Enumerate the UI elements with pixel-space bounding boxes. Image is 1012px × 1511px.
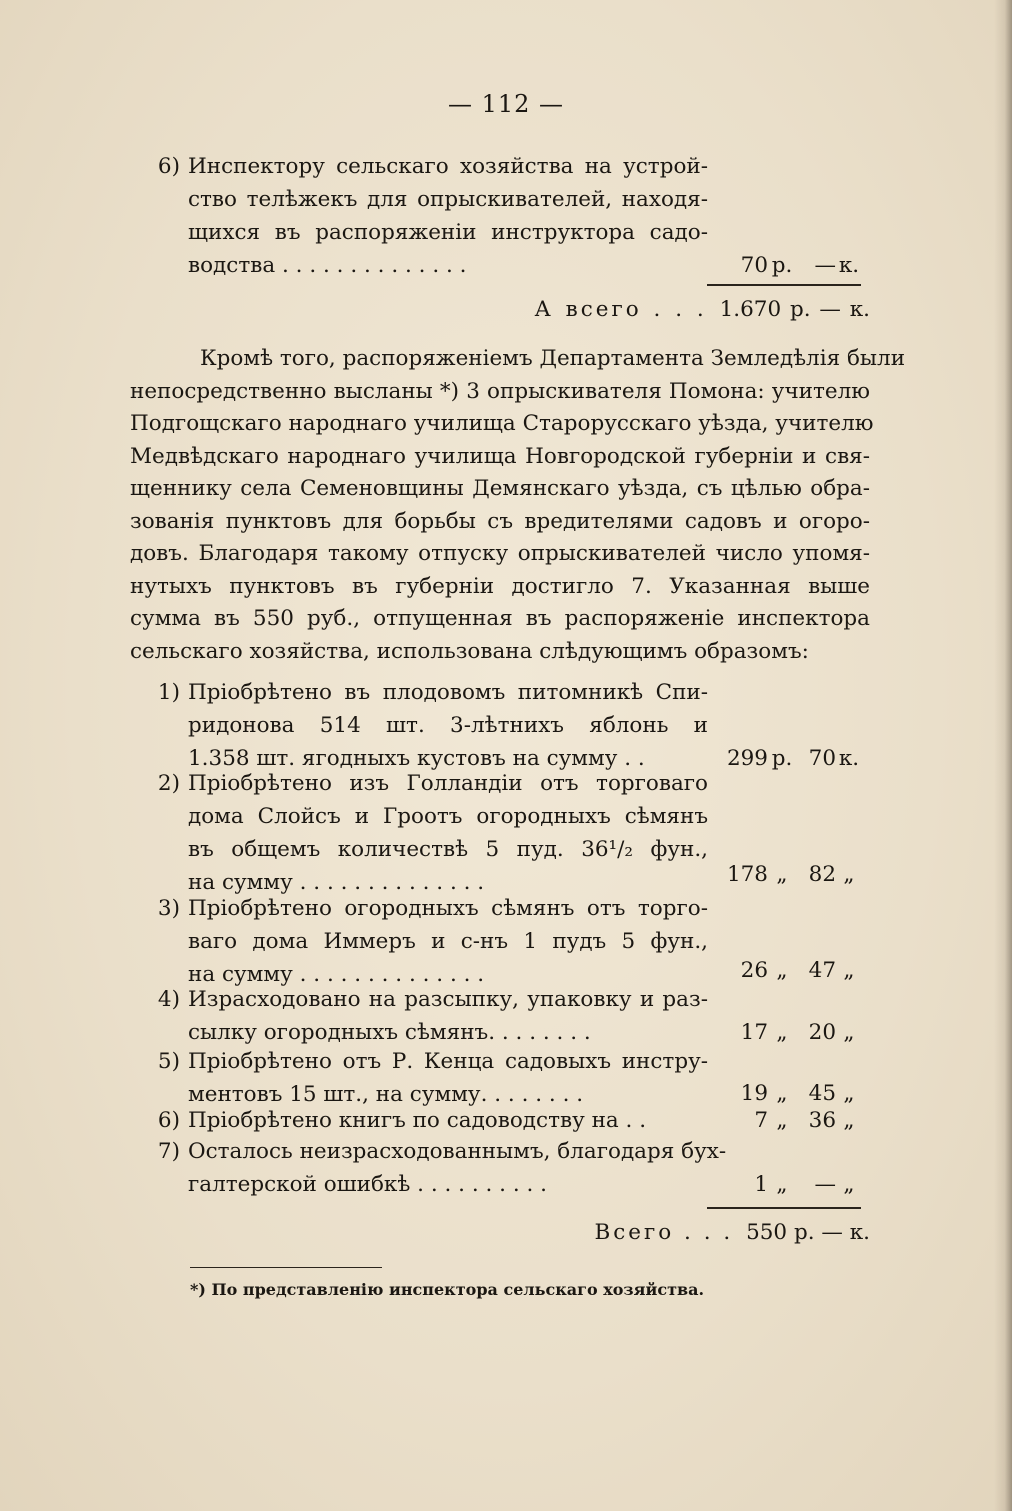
amount-kop: 70 (808, 746, 836, 771)
amount-kop-unit: „ (843, 1020, 855, 1045)
amount-kop-unit: „ (843, 1172, 855, 1197)
expense-item-2 (130, 767, 870, 899)
item-line: 1.358 шт. ягодныхъ кустовъ на сумму . . (188, 746, 645, 771)
sum-rule (707, 1207, 861, 1209)
amount-kop-unit: к. (838, 253, 860, 278)
amount-rub: 26 (740, 958, 768, 983)
page-number: — 112 — (447, 90, 565, 118)
item-line: Пріобрѣтено книгъ по садоводству на . . (188, 1108, 647, 1133)
paragraph-line: Кромѣ того, распоряженіемъ Департамента Земледѣлія были (200, 346, 906, 371)
item-text (188, 892, 708, 991)
amount-kop: — (814, 253, 836, 278)
paragraph-line: сумма въ 550 руб., отпущенная въ распоряженіе инспектора (130, 606, 870, 631)
total-line-2 (594, 1220, 870, 1245)
item-line: Инспектору сельскаго хозяйства на устрой- (188, 154, 708, 179)
amount-rub: 299 (726, 746, 768, 771)
amount-kop: — (814, 1172, 836, 1197)
amount-rub: 178 (726, 862, 768, 887)
item-line: Пріобрѣтено изъ Голландіи отъ торговаго (188, 771, 708, 796)
amount-rub: 1 (754, 1172, 768, 1197)
item-amount (710, 249, 870, 282)
item-number: 4) (157, 987, 180, 1012)
footnote-rule (190, 1267, 382, 1268)
item-line: Пріобрѣтено отъ Р. Кенца садовыхъ инстру- (188, 1049, 708, 1074)
amount-kop-unit: „ (843, 958, 855, 983)
expense-item-3 (130, 892, 870, 991)
item-line: ство телѣжекъ для опрыскивателей, находя- (188, 187, 708, 212)
sum-rule (707, 284, 861, 286)
item-number: 7) (157, 1139, 180, 1164)
item-line: щихся въ распоряженіи инструктора садо- (188, 220, 708, 245)
paragraph-line: сельскаго хозяйства, использована слѣдующимъ образомъ: (130, 638, 809, 664)
paragraph-line: нутыхъ пунктовъ въ губерніи достигло 7. Указанная выше (130, 573, 870, 599)
total-label: Всего . . . (594, 1220, 734, 1245)
amount-kop: 20 (808, 1020, 836, 1045)
total-label: А всего . . . (534, 297, 707, 322)
item-line: Осталось неизрасходованнымъ, благодаря бух- (188, 1139, 727, 1164)
total-amount: 550 р. — к. (746, 1220, 870, 1245)
expense-item-6-top (130, 150, 870, 282)
amount-kop-unit: „ (843, 862, 855, 887)
expense-item-6 (130, 1104, 870, 1137)
item-amount (710, 1104, 870, 1137)
amount-rub: 70 (740, 253, 768, 278)
amount-kop-unit: „ (843, 1081, 855, 1106)
amount-rub-unit: р. (771, 746, 793, 771)
amount-rub-unit: „ (776, 862, 788, 887)
item-line: ридонова 514 шт. 3-лѣтнихъ яблонь и (188, 713, 708, 738)
paragraph-line: Медвѣдскаго народнаго училища Новгородской губерніи и свя- (130, 443, 870, 469)
item-line: Израсходовано на разсыпку, упаковку и раз- (188, 987, 708, 1012)
item-amount (710, 858, 870, 891)
expense-item-4 (130, 983, 870, 1049)
amount-kop: 45 (808, 1081, 836, 1106)
item-line: ментовъ 15 шт., на сумму. . . . . . . . (188, 1082, 584, 1107)
amount-kop-unit: к. (838, 746, 860, 771)
footnote: *) По представленію инспектора сельскаго хозяйства. (190, 1280, 705, 1299)
item-number: 5) (157, 1049, 180, 1074)
amount-rub-unit: „ (776, 958, 788, 983)
expense-item-5 (130, 1045, 870, 1111)
item-text (188, 150, 708, 282)
amount-rub: 7 (754, 1108, 768, 1133)
item-line: на сумму . . . . . . . . . . . . . . (188, 870, 485, 895)
item-text (188, 1045, 708, 1111)
body-paragraph (130, 343, 906, 668)
amount-rub: 19 (740, 1081, 768, 1106)
item-text (188, 1104, 708, 1137)
amount-rub-unit: „ (776, 1020, 788, 1045)
item-text (188, 1135, 727, 1201)
item-number: 1) (157, 680, 180, 705)
item-number: 3) (157, 896, 180, 921)
amount-kop: 82 (808, 862, 836, 887)
amount-kop: 36 (808, 1108, 836, 1133)
amount-rub-unit: „ (776, 1108, 788, 1133)
item-text (188, 767, 708, 899)
page-edge-shadow (994, 0, 1012, 1511)
item-line: на сумму . . . . . . . . . . . . . . (188, 962, 485, 987)
amount-kop-unit: „ (843, 1108, 855, 1133)
amount-kop: 47 (808, 958, 836, 983)
paragraph-line: щеннику села Семеновщины Демянскаго уѣзда, съ цѣлью обра- (130, 476, 870, 501)
item-number: 6) (157, 154, 180, 179)
amount-rub: 17 (740, 1020, 768, 1045)
total-line-1 (535, 297, 870, 322)
item-line: дома Слойсъ и Гроотъ огородныхъ сѣмянъ (188, 804, 708, 829)
paragraph-line: довъ. Благодаря такому отпуску опрыскивателей число упомя- (130, 541, 870, 566)
expense-item-1 (130, 676, 870, 775)
item-text (188, 676, 708, 775)
item-number: 2) (157, 771, 180, 796)
item-line: въ общемъ количествѣ 5 пуд. 36¹/₂ фун., (188, 837, 708, 862)
item-line: водства . . . . . . . . . . . . . . (188, 253, 467, 278)
item-line: галтерской ошибкѣ . . . . . . . . . . (188, 1172, 548, 1197)
amount-rub-unit: р. (771, 253, 793, 278)
item-amount (710, 1168, 870, 1201)
item-line: Пріобрѣтено огородныхъ сѣмянъ отъ торго- (188, 896, 708, 921)
amount-rub-unit: „ (776, 1081, 788, 1106)
paragraph-line: зованія пунктовъ для борьбы съ вредителями садовъ и огоро- (130, 508, 870, 534)
item-text (188, 983, 708, 1049)
total-amount: 1.670 р. — к. (719, 297, 870, 322)
paragraph-line: Подгощскаго народнаго училища Старорусскаго уѣзда, учителю (130, 411, 874, 436)
paragraph-line: непосредственно высланы *) 3 опрыскивателя Помона: учителю (130, 378, 870, 404)
expense-item-7 (130, 1135, 870, 1201)
item-line: сылку огородныхъ сѣмянъ. . . . . . . . (188, 1020, 591, 1045)
item-line: ваго дома Иммеръ и с-нъ 1 пудъ 5 фун., (188, 929, 708, 954)
item-number: 6) (157, 1108, 180, 1133)
item-line: Пріобрѣтено въ плодовомъ питомникѣ Спи- (188, 680, 708, 705)
amount-rub-unit: „ (776, 1172, 788, 1197)
